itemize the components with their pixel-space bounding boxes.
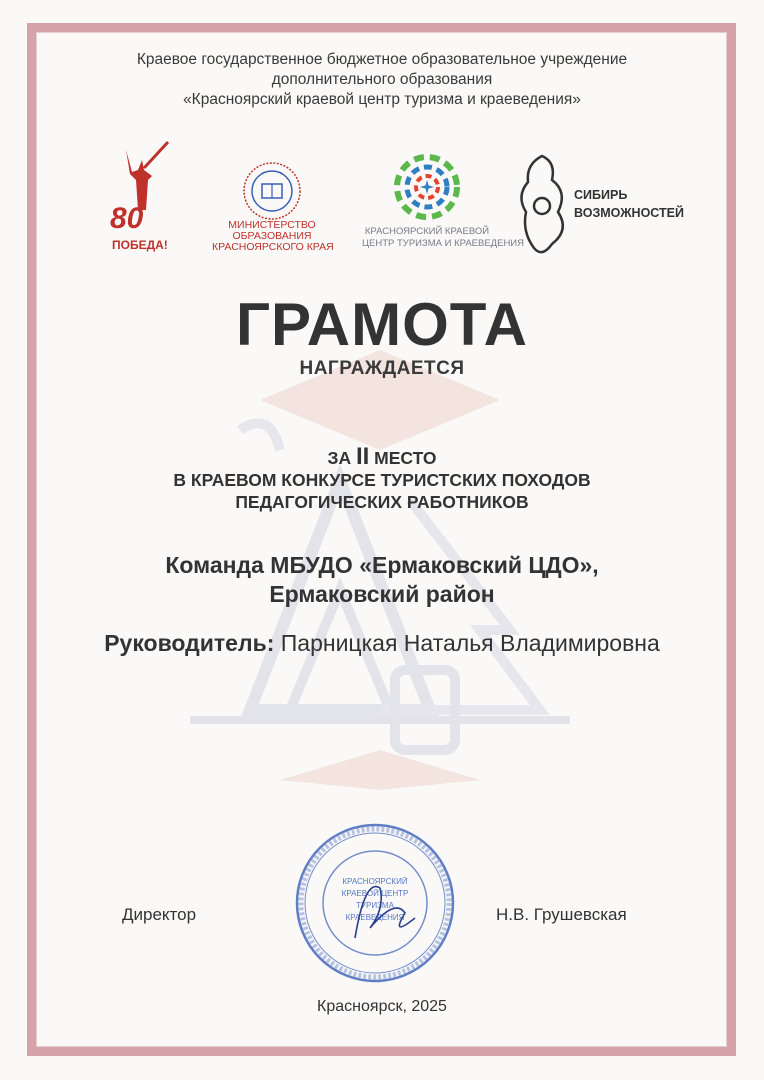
award-prefix: ЗА bbox=[327, 448, 356, 468]
tourism-center-emblem-icon bbox=[362, 150, 492, 224]
ministry-logo bbox=[212, 160, 332, 260]
tourism-center-logo bbox=[362, 150, 525, 260]
award-place: II bbox=[355, 443, 370, 470]
siberia-opportunities-logo bbox=[512, 152, 682, 262]
center-label-line: ЦЕНТР ТУРИЗМА И КРАЕВЕДЕНИЯ bbox=[362, 238, 525, 249]
team-leader bbox=[0, 630, 764, 657]
victory-label: ПОБЕДА! bbox=[112, 238, 168, 252]
stamp-text: КРАСНОЯРСКИЙ bbox=[342, 877, 408, 886]
krasnoyarsk-map-icon bbox=[512, 152, 582, 262]
certificate-subtitle: НАГРАЖДАЕТСЯ bbox=[299, 358, 465, 379]
center-label-line: КРАСНОЯРСКИЙ КРАЕВОЙ bbox=[364, 226, 490, 237]
header-line: «Красноярский краевой центр туризма и краеведения» bbox=[183, 91, 581, 108]
victory-80-logo bbox=[108, 140, 174, 260]
team-line: Ермаковский район bbox=[269, 581, 495, 607]
siberia-label-line: СИБИРЬ bbox=[574, 188, 628, 202]
leader-name: Парницкая Наталья Владимировна bbox=[280, 630, 660, 656]
header-line: дополнительного образования bbox=[271, 71, 493, 88]
ministry-label-line: КРАСНОЯРСКОГО КРАЯ bbox=[212, 241, 334, 253]
ministry-emblem-icon bbox=[212, 160, 332, 222]
header-line: Краевое государственное бюджетное образовательное учреждение bbox=[136, 51, 628, 68]
ministry-label-line: МИНИСТЕРСТВО bbox=[228, 219, 316, 231]
leader-label: Руководитель: bbox=[104, 630, 275, 656]
stamp-text: ТУРИЗМА bbox=[356, 901, 394, 910]
award-text bbox=[0, 443, 764, 513]
official-stamp-icon bbox=[285, 818, 465, 988]
siberia-label-line: ВОЗМОЖНОСТЕЙ bbox=[574, 206, 684, 220]
recipient-team bbox=[0, 551, 764, 609]
award-suffix: МЕСТО bbox=[369, 448, 437, 468]
ministry-label-line: ОБРАЗОВАНИЯ bbox=[232, 230, 312, 242]
director-name: Н.В. Грушевская bbox=[496, 905, 627, 924]
team-line: Команда МБУДО «Ермаковский ЦДО», bbox=[165, 552, 599, 578]
award-line: ПЕДАГОГИЧЕСКИХ РАБОТНИКОВ bbox=[235, 492, 529, 512]
organization-header bbox=[60, 50, 704, 110]
victory-number: 80 bbox=[110, 202, 144, 235]
certificate-title: ГРАМОТА bbox=[236, 291, 528, 358]
award-line: В КРАЕВОМ КОНКУРСЕ ТУРИСТСКИХ ПОХОДОВ bbox=[173, 470, 591, 490]
stamp-text: КРАЕВЕДЕНИЯ bbox=[345, 913, 405, 922]
city-year: Красноярск, 2025 bbox=[317, 998, 447, 1015]
stamp-text: КРАЕВОЙ ЦЕНТР bbox=[341, 889, 409, 898]
director-title: Директор bbox=[122, 905, 197, 924]
